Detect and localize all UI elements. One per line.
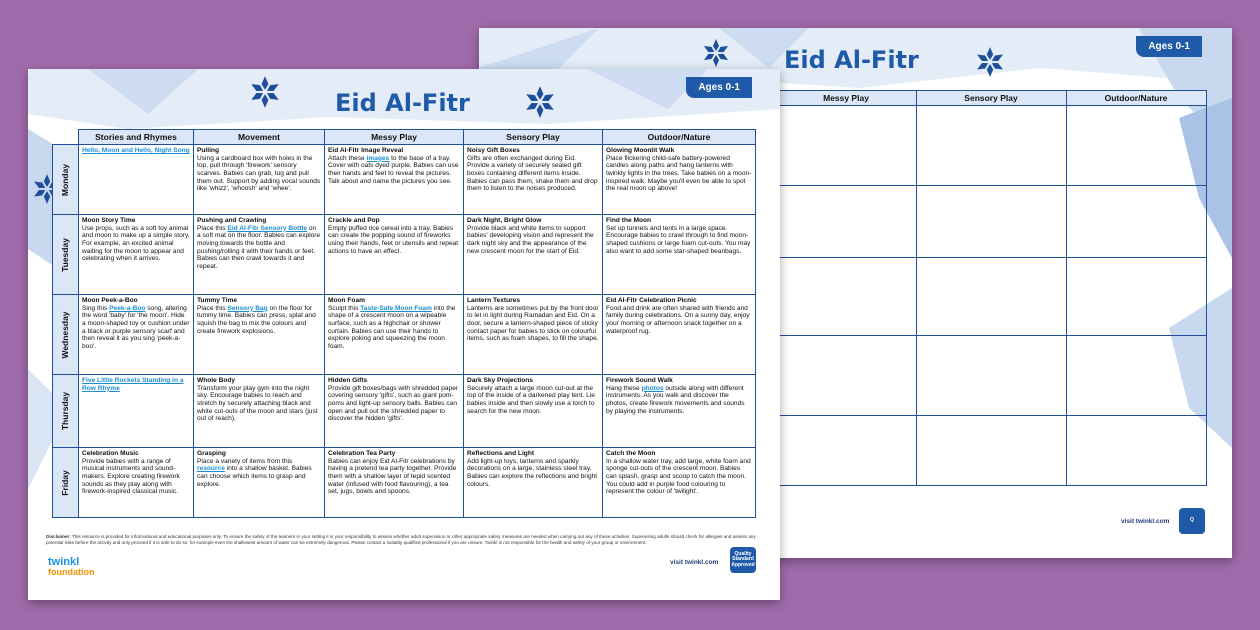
activity-description: Add light-up toys, lanterns and sparkly decorations on a large, stainless steel tray. Babies can explore the reflections and bright colours. bbox=[467, 457, 598, 488]
activity-title: Find the Moon bbox=[606, 217, 652, 224]
activity-plan-table bbox=[52, 129, 756, 518]
activity-title: Catch the Moon bbox=[606, 450, 656, 457]
visit-link[interactable]: visit twinkl.com bbox=[670, 559, 719, 566]
activity-cell: Moon Peek-a-Boo Sing this Peek-a-Boo song, altering the word 'baby' for 'the moon'. Hide a moon-shaped toy or cushion under a black or purple sensory scarf and then reveal it as you sing 'peek-a-boo'. bbox=[79, 295, 194, 375]
day-label: Friday bbox=[53, 448, 79, 518]
activity-description: Provide gift boxes/bags with shredded paper covering sensory 'gifts', such as giant pom-poms and light-up sensory balls. Babies can open and pull out the shredded paper to discover the hidden 'gifts'. bbox=[328, 384, 459, 423]
activity-title: Noisy Gift Boxes bbox=[467, 147, 520, 154]
activity-description: Transform your play gym into the night sky. Encourage babies to reach and stretch by securely attaching black and white cut-outs of the moon and stars (just out of reach). bbox=[197, 384, 318, 423]
day-label: Thursday bbox=[53, 375, 79, 448]
day-label: Monday bbox=[53, 145, 79, 215]
disclaimer-text: This resource is provided for informational and educational purposes only. To ensure the safety of the learners in your setting it is your responsibility to assess whether adult supervision or other appropriate safety measures are needed when carrying out any of these activities. Supervising adults should check for allergies and assess any potential risks before the activity and only proceed if it is safe to do so; for example even the shallowest amount of water can be extremely dangerous. Please contact a suitably qualified professional if you are unsure. Twinkl is not responsible for the health and safety of your group or environment. bbox=[46, 534, 756, 545]
resource-link[interactable]: Hello, Moon and Hello, Night Song bbox=[82, 147, 190, 154]
column-header: Outdoor/Nature bbox=[1066, 91, 1206, 106]
activity-cell bbox=[464, 448, 603, 518]
activity-title: Grasping bbox=[197, 450, 226, 457]
activity-title: Whole Body bbox=[197, 377, 236, 384]
page-title: Eid Al-Fitr bbox=[335, 89, 470, 117]
activity-title: Celebration Tea Party bbox=[328, 450, 396, 457]
activity-title: Dark Sky Projections bbox=[467, 377, 533, 384]
activity-title: Firework Sound Walk bbox=[606, 377, 673, 384]
activity-cell: Tummy Time Place this Sensory Bag on the floor for tummy time. Babies can press, splat and squish the bag to mix the colours and create firework explosions. bbox=[194, 295, 325, 375]
activity-title: Eid Al-Fitr Celebration Picnic bbox=[606, 297, 697, 304]
activity-cell: Pushing and Crawling Place this Eid Al-Fitr Sensory Bottle on a soft mat on the floor. Babies can explore moving towards the bottle and pushing/rolling it with their hands or feet. Babies can then crawl towards it and repeat. bbox=[194, 215, 325, 295]
snowflake-star-icon bbox=[974, 46, 1006, 78]
activity-title: Dark Night, Bright Glow bbox=[467, 217, 542, 224]
activity-cell bbox=[603, 295, 756, 375]
disclaimer-label: Disclaimer: bbox=[46, 534, 71, 539]
resource-link[interactable]: Taste-Safe Moon Foam bbox=[360, 304, 432, 312]
resource-link[interactable]: Five Little Rockets Standing in a Row Rhyme bbox=[82, 377, 184, 392]
activity-description: Empty puffed rice cereal into a tray. Babies can create the popping sound of fireworks using their hands, feet or utensils and repeat actions to have an effect. bbox=[328, 224, 459, 255]
activity-cell: Eid Al-Fitr Image Reveal Attach these images to the base of a tray. Cover with oats dyed purple. Babies can use their hands and feet to reveal the pictures. Talk about and name the pictures you see. bbox=[325, 145, 464, 215]
activity-description: Using a cardboard box with holes in the top, pull through 'firework' sensory scarves. Babies can grab, tug and pull them out. Support by adding vocal sounds like 'whizz', 'whoosh' and 'whee'. bbox=[197, 154, 321, 193]
activity-title: Moon Story Time bbox=[82, 217, 136, 224]
visit-link[interactable]: visit twinkl.com bbox=[1121, 518, 1170, 525]
quality-badge-icon: Quality Standard Approved bbox=[730, 547, 756, 573]
activity-cell bbox=[79, 145, 194, 215]
activity-title: Crackle and Pop bbox=[328, 217, 380, 224]
activity-title: Moon Foam bbox=[328, 297, 365, 304]
activity-cell bbox=[603, 215, 756, 295]
ages-badge: Ages 0-1 bbox=[1136, 36, 1202, 57]
resource-link[interactable]: images bbox=[366, 154, 390, 162]
activity-cell bbox=[194, 375, 325, 448]
activity-cell bbox=[603, 145, 756, 215]
activity-cell bbox=[464, 145, 603, 215]
activity-cell bbox=[79, 448, 194, 518]
page-title: Eid Al-Fitr bbox=[784, 46, 919, 74]
activity-description: Use props, such as a soft toy animal and moon to make up a simple story. For example, an excited animal waiting for the moon to appear and celebrating when it arrives. bbox=[82, 224, 190, 263]
activity-cell bbox=[464, 215, 603, 295]
column-header: Sensory Play bbox=[916, 91, 1066, 106]
activity-title: Moon Peek-a-Boo bbox=[82, 297, 138, 304]
activity-cell bbox=[464, 295, 603, 375]
activity-title: Eid Al-Fitr Image Reveal bbox=[328, 147, 404, 154]
column-header: Stories and Rhymes bbox=[79, 130, 194, 145]
activity-cell bbox=[325, 375, 464, 448]
snowflake-star-icon bbox=[248, 75, 282, 109]
activity-cell bbox=[603, 448, 756, 518]
activity-cell bbox=[325, 215, 464, 295]
table-row bbox=[53, 375, 756, 448]
activity-cell: Firework Sound Walk Hang these photos outside along with different instruments. As you walk and discover the photos, create firework movements and sounds by playing the instruments. bbox=[603, 375, 756, 448]
day-label: Tuesday bbox=[53, 215, 79, 295]
table-row bbox=[53, 145, 756, 215]
twinkl-logo: twinkl foundation bbox=[48, 556, 95, 577]
resource-link[interactable]: photos bbox=[641, 384, 664, 392]
activity-cell: Moon Foam Sculpt this Taste-Safe Moon Foam into the shape of a crescent moon on a wipeable surface, such as a highchair or shower curtain. Babies can use their hands to explore poking and squeezing the moon foam. bbox=[325, 295, 464, 375]
column-header: Messy Play bbox=[325, 130, 464, 145]
table-row bbox=[53, 295, 756, 375]
table-row bbox=[53, 448, 756, 518]
activity-title: Hidden Gifts bbox=[328, 377, 368, 384]
activity-title: Pushing and Crawling bbox=[197, 217, 267, 224]
activity-description: Lanterns are sometimes put by the front door to let in light during Ramadan and Eid. On a door, secure a lantern-shaped piece of sticky contact paper for babies to stick on colourful items, such as foam shapes, to fill the shape. bbox=[467, 304, 599, 343]
activity-description: Provide babies with a range of musical instruments and sound-makers. Explore creating firework sounds as they play along with firework-inspired classical music. bbox=[82, 457, 180, 496]
activity-description: Gifts are often exchanged during Eid. Provide a variety of securely sealed gift boxes containing different items inside. Babies can pass them, shake them and drop them to listen to the noises produced. bbox=[467, 154, 598, 193]
activity-description: In a shallow water tray, add large, white foam and sponge cut-outs of the crescent moon. Babies can splash, grasp and scoop to catch the moon. You could add in purple food colouring to represent the colour of 'twilight'. bbox=[606, 457, 751, 496]
activity-description: Set up tunnels and tents in a large space. Encourage babies to crawl through to find moon-shaped cushions or large foam cut-outs. You may also want to add some star-shaped beanbags. bbox=[606, 224, 751, 255]
resource-link[interactable]: Eid Al-Fitr Sensory Bottle bbox=[227, 224, 308, 232]
snowflake-star-icon bbox=[523, 85, 557, 119]
column-header: Movement bbox=[194, 130, 325, 145]
front-planning-sheet bbox=[28, 69, 780, 600]
snowflake-star-icon bbox=[701, 38, 731, 68]
activity-cell: Grasping Place a variety of items from this resource into a shallow basket. Babies can choose which items to grasp and explore. bbox=[194, 448, 325, 518]
column-header: Messy Play bbox=[776, 91, 916, 106]
activity-description: Provide black and white items to support babies' developing vision and represent the dark night sky and the appearance of the new crescent moon for the start of Eid. bbox=[467, 224, 594, 255]
column-header: Outdoor/Nature bbox=[603, 130, 756, 145]
activity-cell bbox=[79, 375, 194, 448]
activity-description: Food and drink are often shared with friends and family during celebrations. On a sunny day, enjoy your morning or afternoon snack together on a waterproof rug. bbox=[606, 304, 750, 335]
quality-badge-icon: Q bbox=[1179, 508, 1205, 534]
column-header: Sensory Play bbox=[464, 130, 603, 145]
activity-description: Place flickering child-safe battery-powered candles along paths and hang lanterns with twinkly lights in the trees. Take babies on a moon-inspired walk. Maybe you'll even be able to spot the real moon up above! bbox=[606, 154, 752, 193]
activity-title: Lantern Textures bbox=[467, 297, 521, 304]
activity-title: Pulling bbox=[197, 147, 219, 154]
day-label: Wednesday bbox=[53, 295, 79, 375]
activity-title: Celebration Music bbox=[82, 450, 139, 457]
activity-cell bbox=[464, 375, 603, 448]
disclaimer bbox=[46, 534, 764, 545]
table-row bbox=[53, 215, 756, 295]
resource-link[interactable]: resource bbox=[197, 465, 225, 473]
activity-cell bbox=[194, 145, 325, 215]
activity-description: Securely attach a large moon cut-out at the top of the inside of a darkened play tent. Lie babies inside and then slowly use a torch to search for the new moon. bbox=[467, 384, 595, 415]
activity-title: Reflections and Light bbox=[467, 450, 535, 457]
activity-description: Babies can enjoy Eid Al-Fitr celebrations by having a pretend tea party together. Provide them with a shallow layer of tepid scented water (infused with food flavouring), a tea set, jugs, bowls and spoons. bbox=[328, 457, 457, 496]
activity-title: Glowing Moonlit Walk bbox=[606, 147, 675, 154]
resource-link[interactable]: Peek-a-Boo bbox=[109, 304, 146, 312]
resource-link[interactable]: Sensory Bag bbox=[227, 304, 268, 312]
ages-badge: Ages 0-1 bbox=[686, 77, 752, 98]
activity-title: Tummy Time bbox=[197, 297, 238, 304]
activity-cell bbox=[79, 215, 194, 295]
activity-cell bbox=[325, 448, 464, 518]
